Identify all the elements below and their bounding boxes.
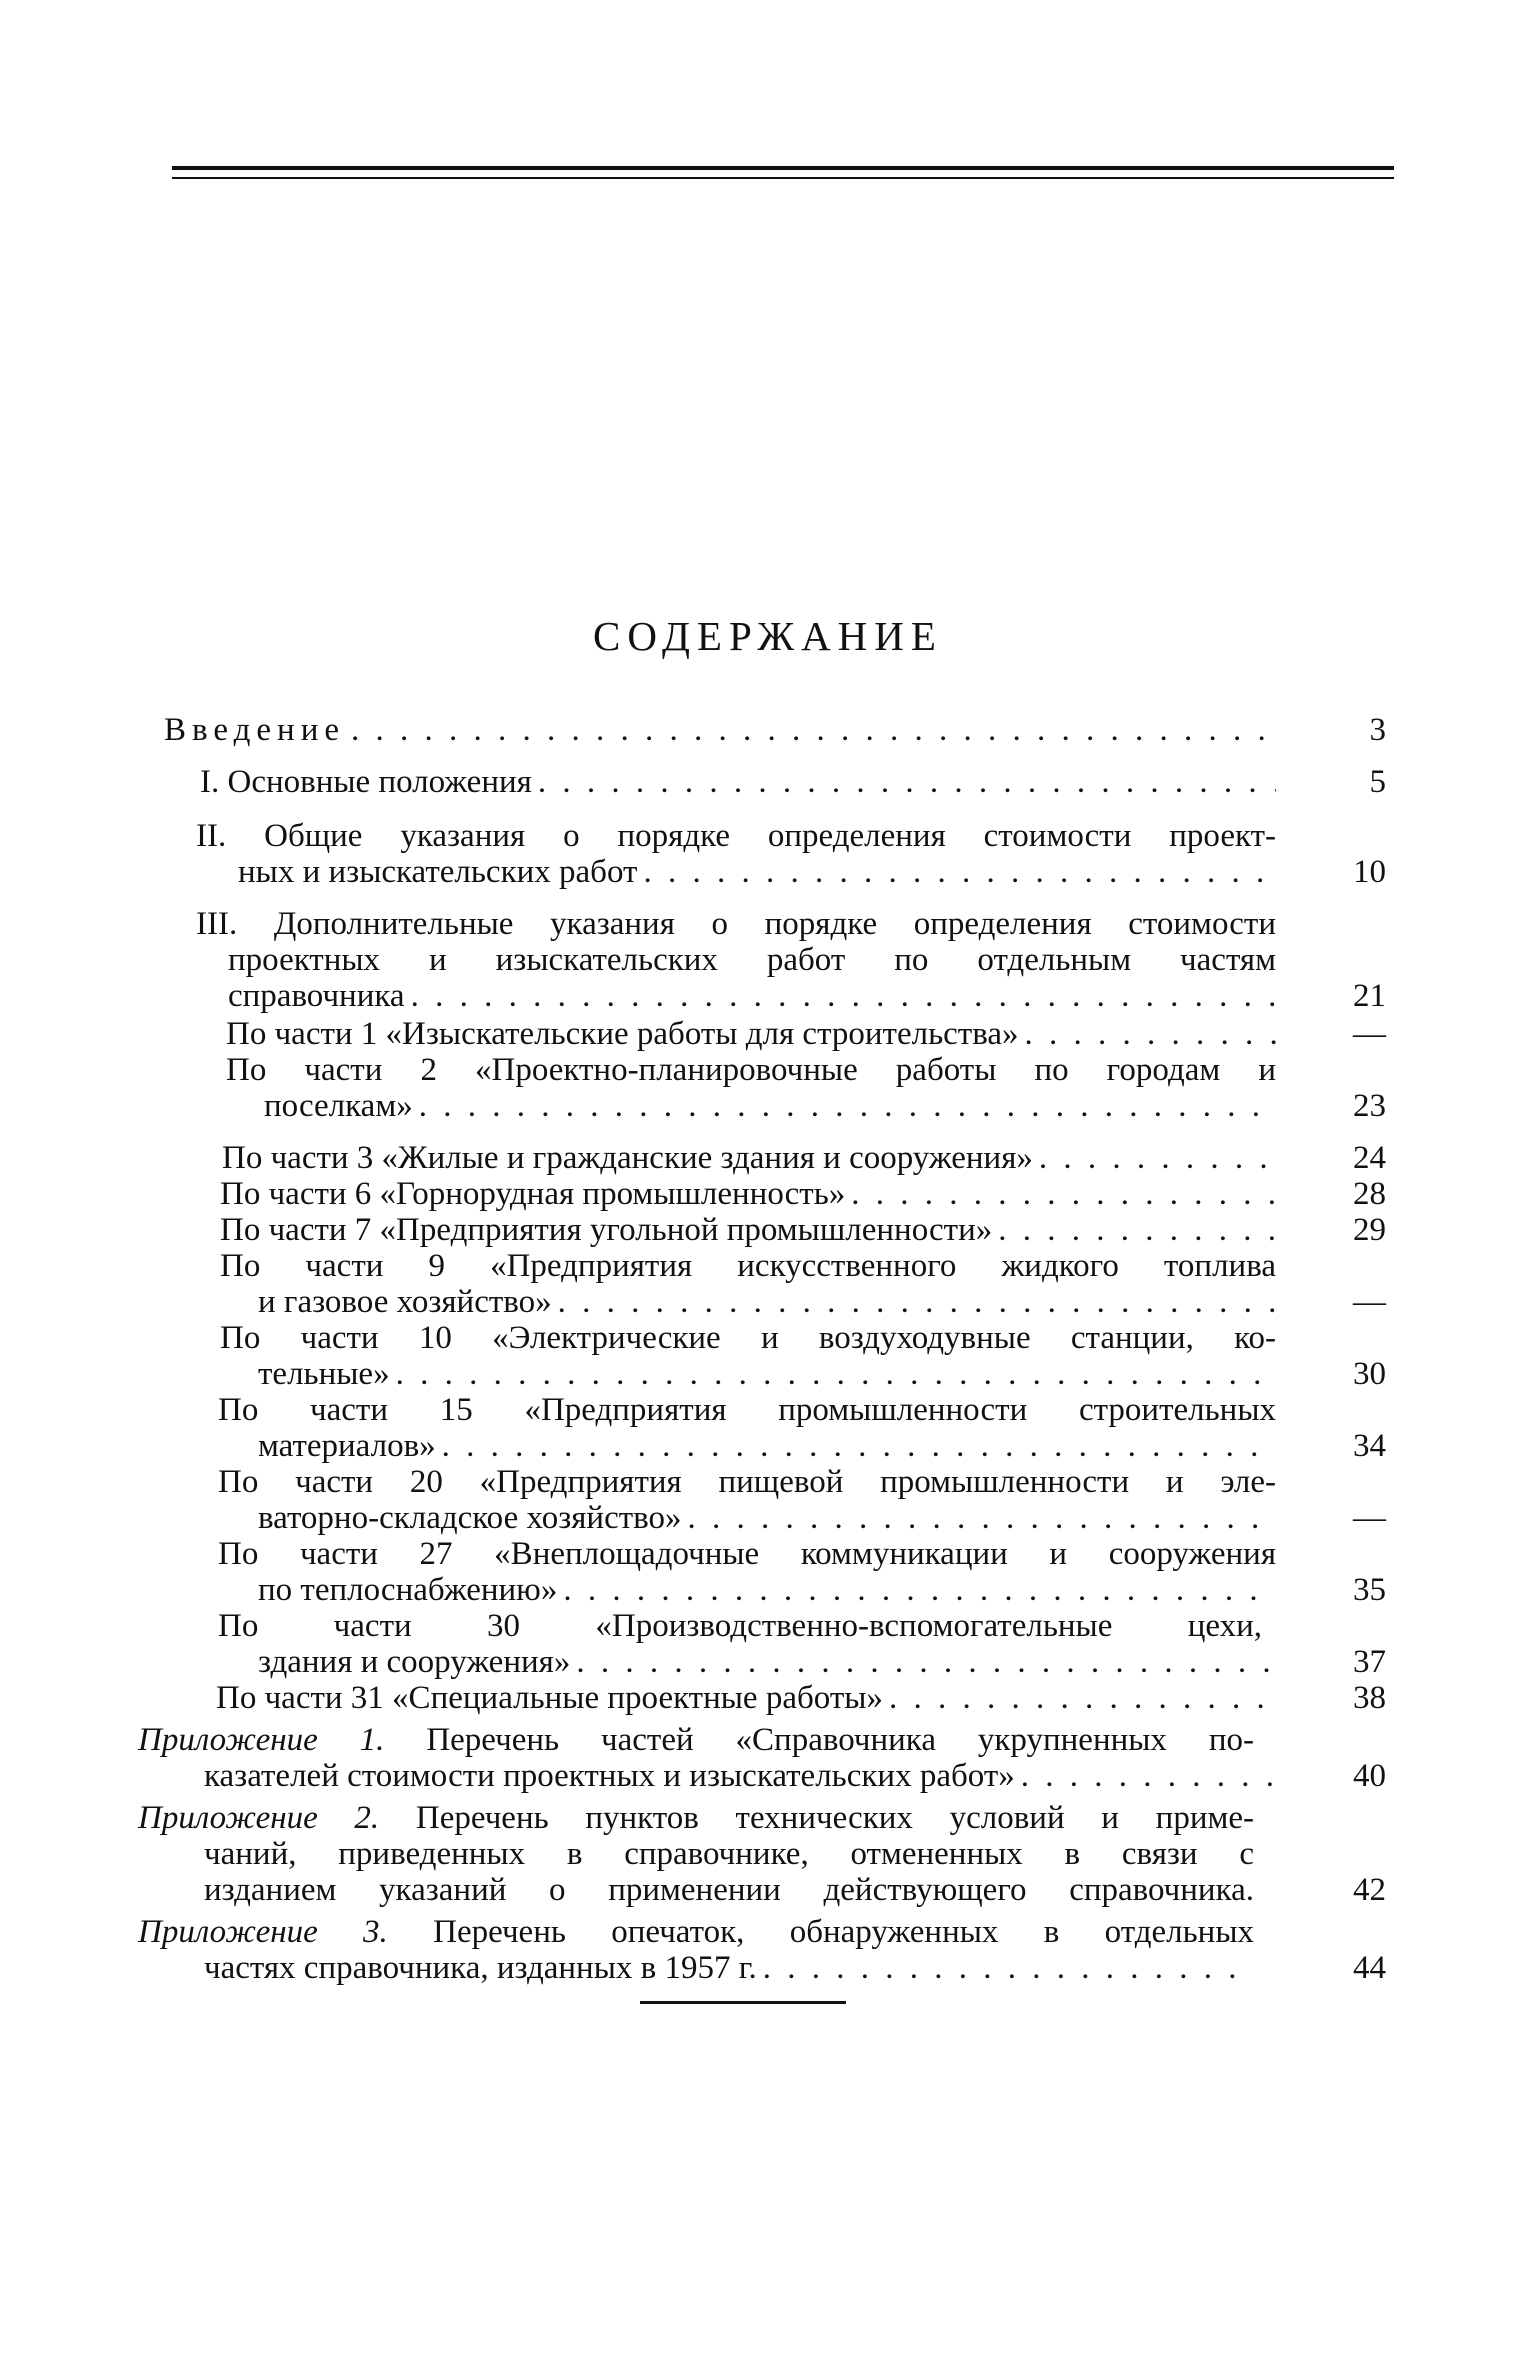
toc-page-number: 34 [1353, 1428, 1386, 1464]
toc-entry-part-20-cont [258, 1500, 1276, 1536]
toc-entry-text: По части 2 «Проектно-планировочные работы по городам и [226, 1052, 1276, 1088]
toc-entry-text: ных и изыскательских работ [238, 854, 638, 890]
toc-entry-text: казателей стоимости проектных и изыскательских работ» [204, 1758, 1015, 1794]
toc-entry-text: По части 6 «Горнорудная промышленность» [220, 1176, 846, 1212]
toc-entry-appendix-2[interactable] [138, 1800, 1254, 1836]
toc-page-number: 10 [1353, 854, 1386, 890]
toc-page-number: 3 [1369, 712, 1386, 748]
toc-entry-introduction[interactable] [164, 712, 1276, 748]
toc-page-number: — [1353, 1016, 1386, 1052]
toc-entry-text: поселкам» [264, 1088, 413, 1124]
toc-entry-text: изданием указаний о применении действующего справочника. [204, 1872, 1254, 1908]
toc-entry-text: Перечень частей «Справочника укрупненных по- [426, 1722, 1255, 1758]
leader-dots [851, 1176, 1276, 1212]
toc-entry-appendix-1-cont [204, 1758, 1276, 1794]
leader-dots [889, 1680, 1276, 1716]
toc-entry-section-2-cont [238, 854, 1276, 890]
appendix-label: Приложение 1. [138, 1722, 385, 1758]
leader-dots [411, 978, 1276, 1014]
toc-entry-part-27-cont [258, 1572, 1276, 1608]
leader-dots [763, 1950, 1254, 1986]
toc-entry-text: По части 15 «Предприятия промышленности строительных [218, 1392, 1276, 1428]
toc-entry-text: проектных и изыскательских работ по отдельным частям [228, 942, 1276, 978]
toc-entry-appendix-2-cont [204, 1836, 1254, 1872]
toc-entry-section-3-cont [228, 942, 1276, 978]
toc-entry-part-2-cont [264, 1088, 1276, 1124]
leader-dots [1039, 1140, 1276, 1176]
toc-page-number: 30 [1353, 1356, 1386, 1392]
toc-entry-text: и газовое хозяйство» [258, 1284, 552, 1320]
toc-entry-text: По части 30 «Производственно-вспомогательные цехи, [218, 1608, 1262, 1644]
toc-entry-part-31[interactable] [216, 1680, 1276, 1716]
toc-page-number: 21 [1353, 978, 1386, 1014]
toc-entry-text: III. Дополнительные указания о порядке определения стоимости [196, 906, 1276, 942]
toc-page-number: 29 [1353, 1212, 1386, 1248]
toc-entry-text: здания и сооружения» [258, 1644, 571, 1680]
toc-entry-text: справочника [228, 978, 405, 1014]
leader-dots [351, 712, 1276, 748]
toc-entry-appendix-2-cont2 [204, 1872, 1254, 1908]
toc-page-number: 38 [1353, 1680, 1386, 1716]
leader-dots [419, 1088, 1276, 1124]
toc-entry-part-10-cont [258, 1356, 1276, 1392]
toc-page-number: 37 [1353, 1644, 1386, 1680]
toc-entry-section-2[interactable] [196, 818, 1276, 854]
toc-entry-text: По части 31 «Специальные проектные работы» [216, 1680, 883, 1716]
toc-entry-text: По части 20 «Предприятия пищевой промышленности и эле- [218, 1464, 1276, 1500]
toc-entry-part-6[interactable] [220, 1176, 1276, 1212]
toc-entry-text: материалов» [258, 1428, 436, 1464]
leader-dots [558, 1284, 1276, 1320]
leader-dots [998, 1212, 1276, 1248]
toc-entry-section-1[interactable] [200, 764, 1276, 800]
page-title: СОДЕРЖАНИЕ [593, 613, 943, 659]
leader-dots [563, 1572, 1276, 1608]
toc-entry-part-9[interactable] [220, 1248, 1276, 1284]
toc-entry-text: Перечень опечаток, обнаруженных в отдельных [433, 1914, 1254, 1950]
toc-entry-section-3[interactable] [196, 906, 1276, 942]
toc-entry-text: По части 10 «Электрические и воздуходувные станции, ко- [220, 1320, 1276, 1356]
toc-entry-text: по теплоснабжению» [258, 1572, 558, 1608]
toc-entry-part-15-cont [258, 1428, 1276, 1464]
leader-dots [1021, 1758, 1276, 1794]
leader-dots [1025, 1016, 1277, 1052]
toc-page-number: 28 [1353, 1176, 1386, 1212]
toc-entry-part-30[interactable] [218, 1608, 1262, 1644]
appendix-label: Приложение 3. [138, 1914, 388, 1950]
toc-page-number: 5 [1369, 764, 1386, 800]
toc-entry-part-7[interactable] [220, 1212, 1276, 1248]
leader-dots [688, 1500, 1276, 1536]
toc-entry-text: частях справочника, изданных в 1957 г. [204, 1950, 757, 1986]
toc-page-number: 44 [1353, 1950, 1386, 1986]
toc-page-number: — [1353, 1500, 1386, 1536]
leader-dots [538, 764, 1276, 800]
toc-entry-text: тельные» [258, 1356, 390, 1392]
leader-dots [576, 1644, 1276, 1680]
leader-dots [396, 1356, 1276, 1392]
toc-entry-part-9-cont [258, 1284, 1276, 1320]
toc-entry-part-30-cont [258, 1644, 1276, 1680]
toc-entry-text: По части 7 «Предприятия угольной промышленности» [220, 1212, 993, 1248]
toc-page-number: 35 [1353, 1572, 1386, 1608]
toc-entry-text: По части 3 «Жилые и гражданские здания и сооружения» [222, 1140, 1033, 1176]
toc-entry-part-1[interactable] [226, 1016, 1276, 1052]
toc-entry-part-3[interactable] [222, 1140, 1276, 1176]
toc-entry-appendix-1[interactable] [138, 1722, 1254, 1758]
toc-entry-text: I. Основные положения [200, 764, 532, 800]
toc-page-number: 40 [1353, 1758, 1386, 1794]
toc-entry-part-10[interactable] [220, 1320, 1276, 1356]
toc-page-number: 24 [1353, 1140, 1386, 1176]
leader-dots [442, 1428, 1276, 1464]
toc-entry-part-20[interactable] [218, 1464, 1276, 1500]
toc-page-number: — [1353, 1284, 1386, 1320]
toc-page-number: 23 [1353, 1088, 1386, 1124]
toc-entry-part-27[interactable] [218, 1536, 1276, 1572]
toc-entry-text: чаний, приведенных в справочнике, отмененных в связи с [204, 1836, 1254, 1872]
toc-entry-text: II. Общие указания о порядке определения стоимости проект- [196, 818, 1276, 854]
toc-page-number: 42 [1353, 1872, 1386, 1908]
toc-entry-part-2[interactable] [226, 1052, 1276, 1088]
toc-entry-section-3-cont2 [228, 978, 1276, 1014]
toc-entry-text: Перечень пунктов технических условий и приме- [415, 1800, 1255, 1836]
toc-entry-text: По части 9 «Предприятия искусственного жидкого топлива [220, 1248, 1276, 1284]
toc-entry-text: По части 27 «Внеплощадочные коммуникации и сооружения [218, 1536, 1276, 1572]
toc-entry-text: ваторно-складское хозяйство» [258, 1500, 682, 1536]
bottom-rule [640, 2001, 846, 2004]
toc-entry-text: Введение [164, 712, 346, 748]
toc-entry-appendix-3-cont [204, 1950, 1254, 1986]
toc-entry-part-15[interactable] [218, 1392, 1276, 1428]
toc-entry-appendix-3[interactable] [138, 1914, 1254, 1950]
toc-entry-text: По части 1 «Изыскательские работы для строительства» [226, 1016, 1019, 1052]
leader-dots [643, 854, 1276, 890]
appendix-label: Приложение 2. [138, 1800, 380, 1836]
